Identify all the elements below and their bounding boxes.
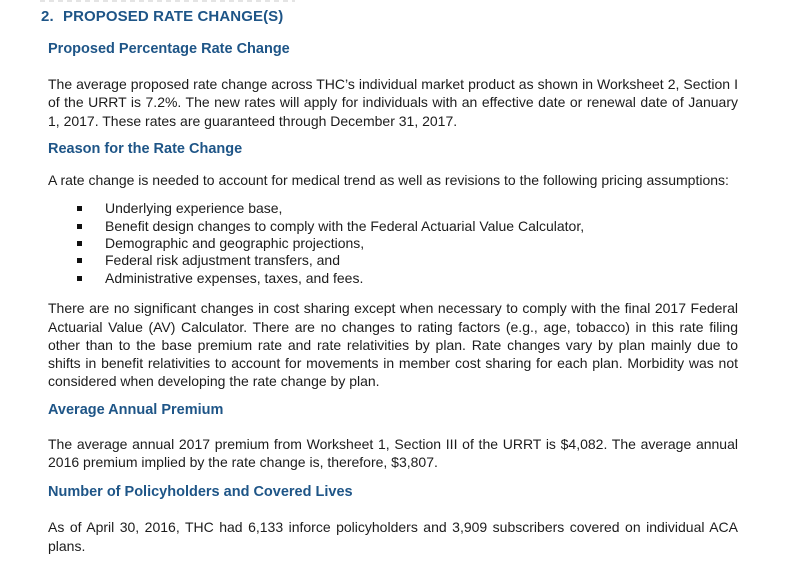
list-item-text: Demographic and geographic projections,: [105, 235, 365, 251]
square-bullet-icon: [77, 276, 82, 281]
paragraph-reason-intro: A rate change is needed to account for medical trend as well as revisions to the following pricing assumptions:: [48, 171, 729, 188]
clipped-previous-line-artifact: [40, 0, 295, 2]
paragraph-average-premium: The average annual 2017 premium from Worksheet 1, Section III of the URRT is $4,082. The average annual 2016 premium implied by the rate change is, therefore, $3,807.: [48, 435, 738, 470]
section-number: 2.: [41, 8, 54, 25]
list-item-text: Underlying experience base,: [105, 200, 283, 217]
square-bullet-icon: [77, 258, 82, 263]
subheading-proposed-percentage-rate-change: Proposed Percentage Rate Change: [48, 41, 290, 57]
list-item: [77, 235, 738, 252]
subheading-average-annual-premium: Average Annual Premium: [48, 401, 224, 418]
subheading-policyholders-covered-lives: Number of Policyholders and Covered Lives: [48, 484, 353, 501]
paragraph-policyholders: As of April 30, 2016, THC had 6,133 inforce policyholders and 3,909 subscribers covered on individual ACA plans.: [48, 519, 738, 554]
list-item-text: Benefit design changes to comply with the Federal Actuarial Value Calculator,: [105, 217, 585, 234]
section-heading: [41, 9, 738, 25]
square-bullet-icon: [77, 241, 82, 246]
list-item: [77, 218, 738, 235]
list-item: [77, 270, 738, 287]
paragraph-cost-sharing: There are no significant changes in cost sharing except when necessary to comply with the final 2017 Federal Actuarial Value (AV) Calculator. There are no changes to rating factors (e.g., age, tobacco) in this rate filing other than to the base premium rate and rate relativities by plan. Rate changes vary by plan mainly due to shifts in benefit relativities to account for movements in member cost sharing for each plan. Morbidity was not considered when developing the rate change by plan.: [48, 300, 738, 390]
paragraph-proposed-rate-change: The average proposed rate change across THC’s individual market product as shown in Worksheet 2, Section I of the URRT is 7.2%. The new rates will apply for individuals with an effective date or renewal date of January 1, 2017. These rates are guaranteed through December 31, 2017.: [48, 76, 738, 129]
subheading-reason-for-rate-change: Reason for the Rate Change: [48, 140, 243, 157]
square-bullet-icon: [77, 206, 82, 211]
list-item: [77, 252, 738, 269]
list-item-text: Administrative expenses, taxes, and fees.: [105, 269, 364, 286]
pricing-assumptions-list: [77, 200, 738, 287]
list-item: [77, 200, 738, 217]
section-title: PROPOSED RATE CHANGE(S): [63, 8, 284, 25]
square-bullet-icon: [77, 224, 82, 229]
list-item-text: Federal risk adjustment transfers, and: [105, 252, 340, 269]
